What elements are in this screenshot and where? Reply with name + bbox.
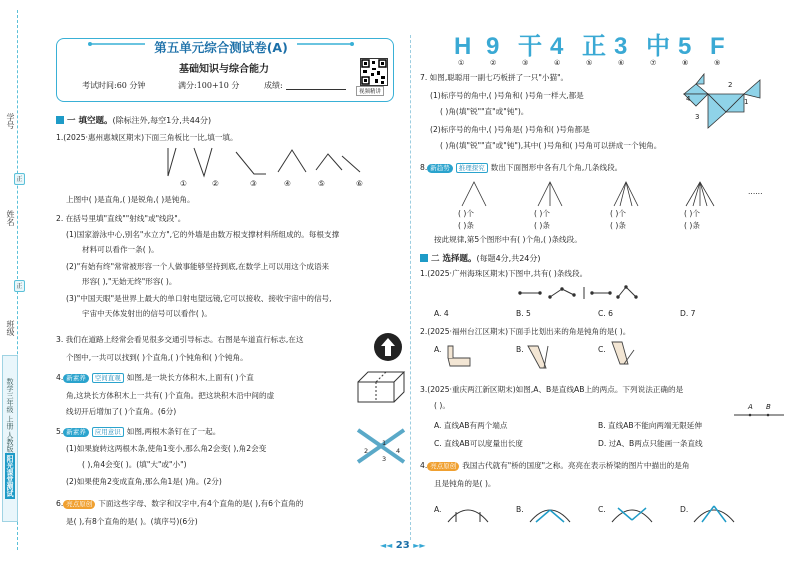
angle-count-blank[interactable]: ( )个 bbox=[534, 209, 550, 218]
q1-num: ⑥ bbox=[356, 179, 363, 188]
question-c4 bbox=[420, 460, 689, 471]
angle-count-blank[interactable]: ( )个 bbox=[458, 209, 474, 218]
question-text: 2.(2025·福州台江区期末)下面手比划出来的角是钝角的是( )。 bbox=[420, 327, 631, 336]
option-b[interactable]: B. bbox=[516, 345, 524, 354]
glyph-option: H bbox=[454, 33, 472, 60]
question-number: 4. bbox=[420, 461, 428, 470]
segment-count-blank[interactable]: ( )条 bbox=[610, 221, 626, 230]
angle-count-blank[interactable]: ( )个 bbox=[610, 209, 626, 218]
option-d[interactable]: D. 过A、B两点只能画一条直线 bbox=[598, 439, 703, 448]
glyph-option: F bbox=[710, 33, 725, 60]
angle-label: 3 bbox=[382, 455, 387, 463]
section-fill-blanks bbox=[56, 114, 211, 126]
answer-blank-line[interactable]: 角,这块长方体积木上一共有( )个直角。把这块积木沿中间的虚 bbox=[66, 391, 275, 400]
q1-angle-figures bbox=[146, 146, 346, 186]
glyph-number: ① bbox=[458, 59, 465, 67]
class-label: 班级 bbox=[6, 320, 15, 336]
new-literacy-tag: 新素养 bbox=[63, 374, 89, 383]
answer-blank-line[interactable]: 上图中( )是直角,( )是锐角,( )是钝角。 bbox=[66, 195, 195, 204]
answer-blank-line[interactable]: 宇宙中天体发射出的信号可以看作( )。 bbox=[82, 309, 212, 318]
segment-count-blank[interactable]: ( )条 bbox=[684, 221, 700, 230]
binding-sidebar bbox=[0, 0, 34, 569]
prev-page-icon: ◄◄ bbox=[380, 541, 393, 550]
option-c[interactable]: C. bbox=[598, 345, 606, 354]
skill-tag: 应用意识 bbox=[92, 427, 124, 437]
right-column bbox=[418, 0, 790, 569]
question-text: (2)"有始有终"常常被形容一个人做事能够坚持到底,在数学上可以用这个成语来 bbox=[66, 262, 330, 271]
question-4 bbox=[56, 372, 254, 383]
skill-tag: 推理探究 bbox=[456, 163, 488, 173]
binding-mark: 正 bbox=[14, 173, 25, 185]
option-c[interactable]: C. 6 bbox=[598, 309, 613, 318]
qr-caption: 视频精讲 bbox=[356, 86, 384, 96]
original-tag: 亮点原创 bbox=[427, 462, 459, 471]
result-line bbox=[286, 89, 346, 90]
option-d[interactable]: D. 7 bbox=[680, 309, 696, 318]
option-a[interactable]: A. 4 bbox=[434, 309, 449, 318]
answer-blank-line[interactable]: 是( ),有8个直角的是( )。(填序号)(6分) bbox=[66, 517, 198, 526]
segments-figure bbox=[518, 285, 658, 301]
section-multiple-choice bbox=[420, 252, 541, 264]
hand-gesture-figures bbox=[444, 340, 744, 372]
column-divider bbox=[410, 35, 411, 540]
qr-code[interactable] bbox=[360, 58, 388, 86]
straight-arrow-sign-icon bbox=[374, 333, 402, 361]
left-column bbox=[38, 0, 403, 569]
page-number bbox=[380, 540, 426, 551]
option-b[interactable]: B. 直线AB不能向两端无限延伸 bbox=[598, 421, 702, 430]
section-label: 一 填空题。 bbox=[67, 116, 113, 126]
glyph-number: ② bbox=[490, 59, 497, 67]
question-text: 如图,是一块长方体积木,上面有( )个直 bbox=[126, 373, 254, 382]
exam-score: 满分:100+10 分 bbox=[178, 81, 240, 90]
angle-label: 2 bbox=[728, 81, 733, 89]
new-literacy-tag: 新素养 bbox=[63, 428, 89, 437]
section-label: 二 选择题。 bbox=[431, 254, 477, 264]
option-c[interactable]: C. 直线AB可以度量出长度 bbox=[434, 439, 523, 448]
glyph-number: ⑧ bbox=[682, 59, 689, 67]
continuation-dots: ...... bbox=[748, 187, 763, 196]
question-number: 8. bbox=[420, 163, 428, 172]
section-note: (每题4分,共24分) bbox=[476, 254, 541, 263]
answer-blank-line[interactable]: ( )角(填"锐""直"或"钝"),其中( )号角和( )号角可以拼成一个钝角。 bbox=[440, 141, 662, 150]
question-5 bbox=[56, 426, 220, 437]
skill-tag: 空间直观 bbox=[92, 373, 124, 383]
answer-blank-line[interactable]: (1)标序号的角中,( )号角和( )号角一样大,都是 bbox=[430, 91, 584, 100]
answer-blank-line[interactable]: 线切开后增加了( )个直角。(6分) bbox=[66, 407, 177, 416]
series-label bbox=[2, 355, 18, 522]
q1-num: ④ bbox=[284, 179, 291, 188]
question-text: 1.(2025·惠州惠城区期末)下面三角板比一比,填一填。 bbox=[56, 133, 238, 142]
section-square-icon bbox=[420, 254, 428, 262]
glyph-option: 3 bbox=[614, 33, 628, 60]
glyph-option: 中 bbox=[646, 33, 670, 60]
question-text: 如图,两根木条钉在了一起。 bbox=[126, 427, 221, 436]
original-tag: 亮点原创 bbox=[63, 500, 95, 509]
result-label: 成绩: bbox=[264, 81, 283, 90]
glyph-option: 4 bbox=[550, 33, 564, 60]
question-number: 5. bbox=[56, 427, 64, 436]
title-bar bbox=[90, 37, 352, 55]
option-a[interactable]: A. 直线AB有两个端点 bbox=[434, 421, 508, 430]
q1-num: ② bbox=[212, 179, 219, 188]
section-square-icon bbox=[56, 116, 64, 124]
question-number: 4. bbox=[56, 373, 64, 382]
glyph-number: ④ bbox=[554, 59, 561, 67]
angle-pattern-figures bbox=[460, 180, 750, 208]
qr-pattern bbox=[361, 59, 387, 85]
answer-blank-line[interactable]: 且是钝角的是( )。 bbox=[434, 479, 496, 488]
answer-blank-line[interactable]: ( )角(填"锐""直"或"钝")。 bbox=[440, 107, 529, 116]
line-ab-figure bbox=[734, 412, 784, 418]
option-a[interactable]: A. bbox=[434, 505, 442, 514]
answer-blank-line[interactable]: 形容( ),"无始无终"形容( )。 bbox=[82, 277, 177, 286]
new-trend-tag: 新趋势 bbox=[427, 164, 453, 173]
answer-blank-line[interactable]: (1)如果旋转这两根木条,使角1变小,那么角2会变( ),角2会变 bbox=[66, 444, 267, 453]
question-text: 我国古代就有"桥的国度"之称。亮亮在表示桥梁的图片中描出的是角 bbox=[462, 461, 690, 470]
glyph-number: ⑦ bbox=[650, 59, 657, 67]
question-text: 3.(2025·重庆两江新区期末)如图,A、B是直线AB上的两点。下列说法正确的是 bbox=[420, 385, 684, 394]
answer-blank-line[interactable]: 材料可以看作一条( )。 bbox=[82, 245, 159, 254]
question-text: 3. 我们在道路上经常会看见很多交通引导标志。右图是车道直行标志,在这 bbox=[56, 335, 304, 344]
glyph-number: ⑤ bbox=[586, 59, 593, 67]
glyph-option: 9 bbox=[486, 33, 500, 60]
angle-label: 4 bbox=[686, 95, 691, 103]
answer-blank-line[interactable]: ( ),角4会变( )。(填"大"或"小") bbox=[82, 460, 187, 469]
answer-blank-line[interactable]: (2)如果使角2变成直角,那么角1是( )角。(2分) bbox=[66, 477, 222, 486]
option-b[interactable]: B. bbox=[516, 505, 524, 514]
glyph-number: ⑥ bbox=[618, 59, 625, 67]
glyph-option: 5 bbox=[678, 33, 692, 60]
point-label: B bbox=[766, 403, 771, 411]
page-subtitle: 基础知识与综合能力 bbox=[179, 64, 269, 75]
option-c[interactable]: C. bbox=[598, 505, 606, 514]
question-text: 数出下面图形中各有几个角,几条线段。 bbox=[490, 163, 623, 172]
name-label: 姓名 bbox=[6, 210, 15, 226]
exam-time: 考试时间:60 分钟 bbox=[82, 81, 146, 90]
question-text: (3)"中国天眼"是世界上最大的单口射电望远镜,它可以接收、接收宇宙中的信号, bbox=[66, 294, 332, 303]
student-id-label: 学号 bbox=[6, 113, 15, 129]
question-text: 2. 在括号里填"直线""射线"或"线段"。 bbox=[56, 214, 186, 223]
option-a[interactable]: A. bbox=[434, 345, 442, 354]
question-text: 7. 如图,聪聪用一副七巧板拼了一只"小猫"。 bbox=[420, 73, 569, 82]
angle-label: 4 bbox=[396, 447, 401, 455]
answer-blank-line[interactable]: (2)标序号的角中,( )号角是( )号角和( )号角都是 bbox=[430, 125, 590, 134]
answer-blank-line[interactable]: ( )。 bbox=[434, 401, 450, 410]
segment-count-blank[interactable]: ( )条 bbox=[534, 221, 550, 230]
cuboid-figure bbox=[358, 372, 406, 404]
section-note: (除标注外,每空1分,共44分) bbox=[112, 116, 212, 125]
angle-label: 2 bbox=[364, 447, 369, 455]
q1-num: ① bbox=[180, 179, 187, 188]
question-text: 下面这些字母、数字和汉字中,有4个直角的是( ),有6个直角的 bbox=[98, 499, 304, 508]
question-text: (1)国家游泳中心,别名"水立方",它的外墙是由数万根支撑材料所组成的。每根支撑 bbox=[66, 230, 340, 239]
question-6 bbox=[56, 498, 303, 509]
next-page-icon: ►► bbox=[413, 541, 426, 550]
glyph-number: ⑨ bbox=[714, 59, 721, 67]
angle-label: 3 bbox=[695, 113, 700, 121]
question-text: 1.(2025·广州海珠区期末)下图中,共有( )条线段。 bbox=[420, 269, 588, 278]
binding-mark: 正 bbox=[14, 280, 25, 292]
page-number-text: 23 bbox=[395, 540, 410, 551]
q1-num: ③ bbox=[250, 179, 257, 188]
glyph-option: 干 bbox=[518, 33, 542, 60]
bridge-figures bbox=[446, 500, 776, 524]
page-title: 第五单元综合测试卷(A) bbox=[154, 40, 288, 55]
angle-count-blank[interactable]: ( )个 bbox=[684, 209, 700, 218]
q1-num: ⑤ bbox=[318, 179, 325, 188]
question-number: 6. bbox=[56, 499, 64, 508]
glyph-number: ③ bbox=[522, 59, 529, 67]
option-d[interactable]: D. bbox=[680, 505, 689, 514]
option-b[interactable]: B. 5 bbox=[516, 309, 531, 318]
angle-label: 1 bbox=[744, 98, 749, 106]
segment-count-blank[interactable]: ( )条 bbox=[458, 221, 474, 230]
brand-label: 阳光课堂测试 bbox=[6, 454, 14, 497]
glyph-option: 正 bbox=[582, 33, 606, 60]
question-8 bbox=[420, 162, 622, 173]
angle-label: 1 bbox=[382, 439, 387, 447]
series-text: 数学三年级 上册 人教版 bbox=[6, 378, 14, 453]
answer-blank-line[interactable]: 个图中,一共可以找到( )个直角,( )个钝角和( )个钝角。 bbox=[66, 353, 248, 362]
point-label: A bbox=[748, 403, 753, 411]
answer-blank-line[interactable]: 按此规律,第5个图形中有( )个角,( )条线段。 bbox=[434, 235, 582, 244]
